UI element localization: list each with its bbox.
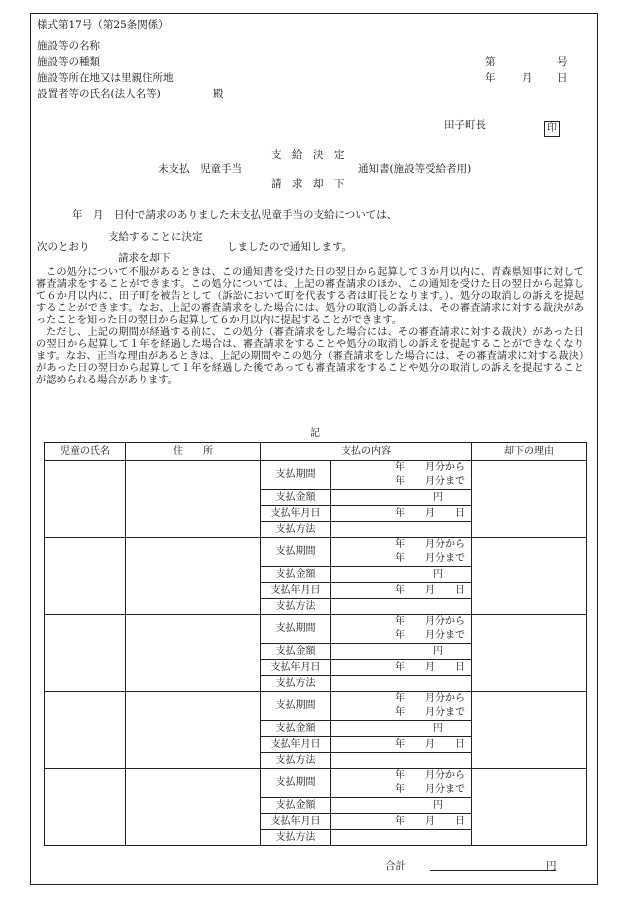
- intro-suffix: しましたので通知します。: [227, 241, 353, 253]
- address-cell: [126, 461, 261, 538]
- method-label: 支払方法: [261, 676, 331, 692]
- amount-label: 支払金額: [261, 644, 331, 660]
- method-value: [331, 522, 472, 538]
- address-cell: [126, 692, 261, 769]
- address-cell: [126, 538, 261, 615]
- method-label: 支払方法: [261, 830, 331, 846]
- date-value: 年 月 日: [331, 660, 472, 676]
- amount-label: 支払金額: [261, 798, 331, 814]
- method-value: [331, 676, 472, 692]
- header-rejection-reason: 却下の理由: [472, 443, 587, 461]
- method-value: [331, 830, 472, 846]
- method-label: 支払方法: [261, 599, 331, 615]
- table-row: [45, 615, 587, 644]
- address-cell: [126, 769, 261, 846]
- header-child-name: 児童の氏名: [45, 443, 126, 461]
- period-from: 年 月分から: [395, 462, 465, 473]
- payment-table: [44, 442, 587, 846]
- child-name-cell: [45, 615, 126, 692]
- period-from: 年 月分から: [395, 539, 465, 550]
- address-cell: [126, 615, 261, 692]
- date-label: 支払年月日: [261, 506, 331, 522]
- total-underline: [430, 870, 556, 871]
- child-name-cell: [45, 769, 126, 846]
- period-from: 年 月分から: [395, 616, 465, 627]
- method-value: [331, 599, 472, 615]
- period-value: [331, 769, 472, 798]
- intro-line: 年 月 日付で請求のありました未支払児童手当の支給については、: [72, 209, 398, 221]
- date-value: 年 月 日: [331, 814, 472, 830]
- period-label: 支払期間: [261, 538, 331, 567]
- amount-value: 円: [331, 490, 472, 506]
- form-number: 様式第17号（第25条関係）: [37, 19, 169, 31]
- amount-label: 支払金額: [261, 721, 331, 737]
- appeal-paragraph-1: この処分について不服があるときは、この通知書を受けた日の翌日から起算して３か月以内に、青森県知事に対して審査請求をすることができます。この処分については、上記の審査請求のほか、この通知を受けた日の翌日から起算して６か月以内に、田子町を被告として（訴訟において町を代表する者は町長となります。）、処分の取消しの訴えを提起することができます。なお、上記の審査請求をした場合には、処分の取消しの訴えは、その審査請求に対する裁決があったことを知った日の翌日から起算して６か月以内に提起することができます。: [36, 267, 584, 326]
- intro-choice-reject: 請求を却下: [118, 252, 171, 264]
- issuer: 田子町長: [444, 119, 486, 131]
- amount-label: 支払金額: [261, 567, 331, 583]
- period-label: 支払期間: [261, 692, 331, 721]
- period-to: 年 月分まで: [395, 476, 465, 487]
- intro-choice-grant: 支給することに決定: [108, 231, 203, 243]
- facility-type-label: 施設等の種類: [37, 56, 100, 68]
- period-value: [331, 461, 472, 490]
- period-to: 年 月分まで: [395, 553, 465, 564]
- child-name-cell: [45, 461, 126, 538]
- table-row: [45, 461, 587, 490]
- period-to: 年 月分まで: [395, 784, 465, 795]
- facility-address-label: 施設等所在地又は里親住所地: [37, 72, 174, 84]
- founder-label: 設置者等の氏名(法人名等): [37, 88, 161, 100]
- title-decision: 支 給 決 定: [271, 149, 345, 161]
- title-rejection: 請 求 却 下: [271, 178, 345, 190]
- date-month: 月: [522, 72, 533, 84]
- amount-value: 円: [331, 721, 472, 737]
- table-row: [45, 769, 587, 798]
- child-name-cell: [45, 692, 126, 769]
- period-value: [331, 692, 472, 721]
- method-label: 支払方法: [261, 522, 331, 538]
- amount-value: 円: [331, 644, 472, 660]
- intro-prefix: 次のとおり: [37, 241, 90, 253]
- amount-value: 円: [331, 798, 472, 814]
- table-header-row: [45, 443, 587, 461]
- appeal-paragraph-2: ただし、上記の期間が経過する前に、この処分（審査請求をした場合には、その審査請求に対する裁決）があった日の翌日から起算して１年を経過した場合は、審査請求をすることや処分の取消しの訴えを提起することができなくなります。なお、正当な理由があるときは、上記の期間やこの処分（審査請求をした場合には、その審査請求に対する裁決）があった日の翌日から起算して１年を経過した後であっても審査請求をすることや処分の取消しの訴えを提起することが認められる場合があります。: [36, 327, 584, 386]
- period-label: 支払期間: [261, 769, 331, 798]
- amount-label: 支払金額: [261, 490, 331, 506]
- period-label: 支払期間: [261, 615, 331, 644]
- date-value: 年 月 日: [331, 737, 472, 753]
- table-row: [45, 538, 587, 567]
- rejection-reason-cell: [472, 538, 587, 615]
- date-label: 支払年月日: [261, 737, 331, 753]
- number-suffix: 号: [557, 56, 568, 68]
- method-value: [331, 753, 472, 769]
- ki-label: 記: [310, 428, 320, 439]
- child-name-cell: [45, 538, 126, 615]
- table-row: [45, 692, 587, 721]
- rejection-reason-cell: [472, 461, 587, 538]
- date-label: 支払年月日: [261, 660, 331, 676]
- amount-value: 円: [331, 567, 472, 583]
- date-label: 支払年月日: [261, 814, 331, 830]
- title-left: 未支払 児童手当: [158, 163, 242, 175]
- header-payment-content: 支払の内容: [261, 443, 472, 461]
- date-year: 年: [485, 72, 496, 84]
- period-from: 年 月分から: [395, 770, 465, 781]
- seal-mark: [544, 118, 560, 137]
- rejection-reason-cell: [472, 615, 587, 692]
- date-label: 支払年月日: [261, 583, 331, 599]
- total-unit: 円: [546, 860, 557, 872]
- header-address: 住 所: [126, 443, 261, 461]
- date-day: 日: [557, 72, 568, 84]
- period-from: 年 月分から: [395, 693, 465, 704]
- rejection-reason-cell: [472, 692, 587, 769]
- period-label: 支払期間: [261, 461, 331, 490]
- period-to: 年 月分まで: [395, 707, 465, 718]
- number-prefix: 第: [485, 56, 496, 68]
- period-to: 年 月分まで: [395, 630, 465, 641]
- period-value: [331, 615, 472, 644]
- date-value: 年 月 日: [331, 583, 472, 599]
- period-value: [331, 538, 472, 567]
- date-value: 年 月 日: [331, 506, 472, 522]
- rejection-reason-cell: [472, 769, 587, 846]
- total-label: 合計: [385, 860, 406, 872]
- facility-name-label: 施設等の名称: [37, 40, 100, 52]
- seal-text: 印: [544, 121, 560, 137]
- method-label: 支払方法: [261, 753, 331, 769]
- honorific: 殿: [213, 88, 224, 100]
- title-right: 通知書(施設等受給者用): [358, 163, 472, 175]
